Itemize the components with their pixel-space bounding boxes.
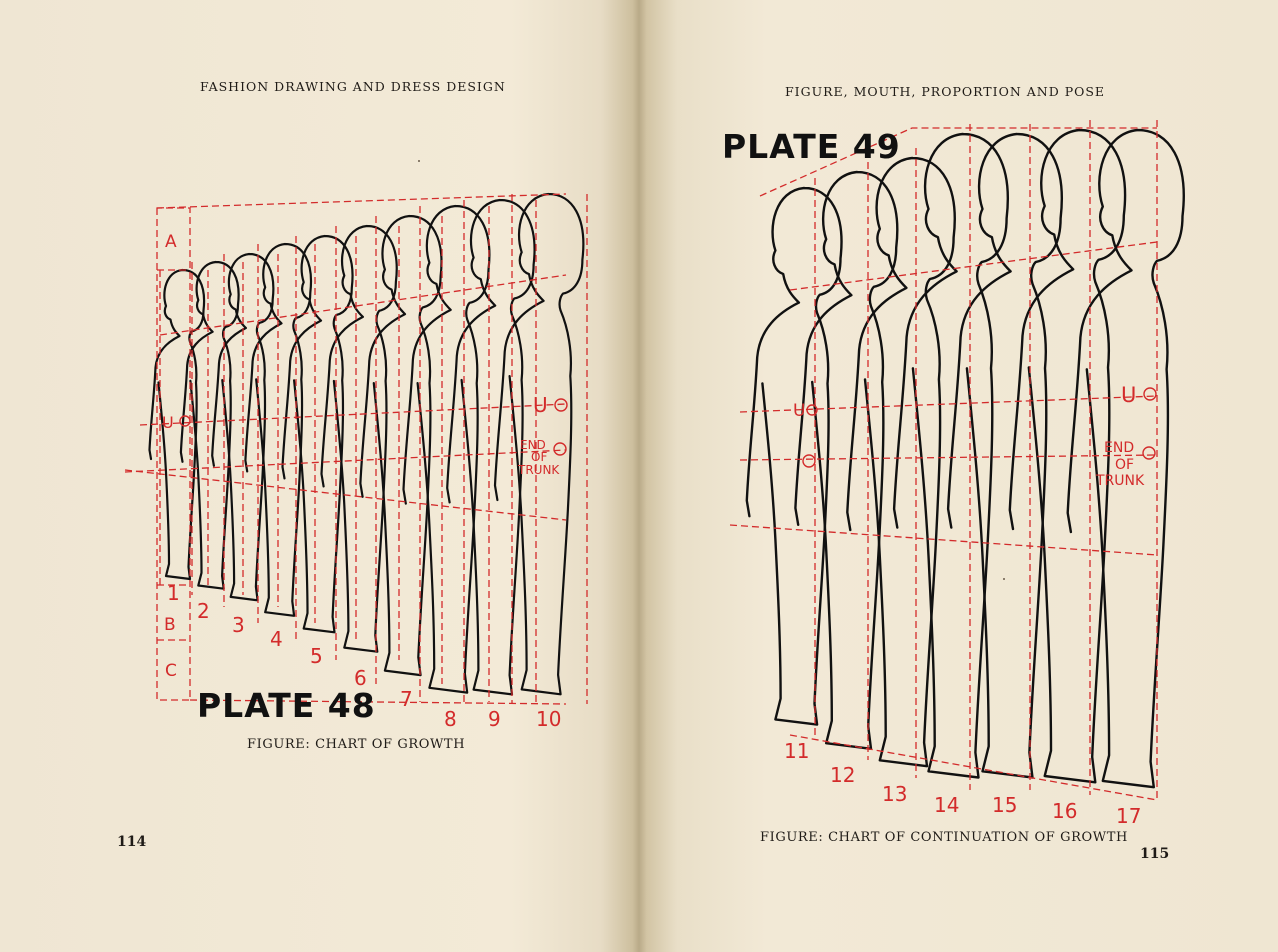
plate-49-guides <box>730 120 1157 800</box>
guide-chin <box>790 242 1157 290</box>
figure-number: 1 <box>167 581 180 605</box>
plate-49-figure-numbers <box>784 739 1141 828</box>
section-label-a: A <box>165 232 177 252</box>
figure-number: 14 <box>934 793 960 817</box>
end-of-trunk-line-3: TRUNK <box>518 463 560 477</box>
u-marker-right-dot <box>1144 388 1156 400</box>
u-marker-left: U <box>793 401 806 421</box>
section-label-b: B <box>164 615 176 635</box>
paper-speck <box>418 160 420 162</box>
paper-speck <box>1003 578 1005 580</box>
figure-number: 15 <box>992 793 1018 817</box>
end-marker-left-dot <box>803 455 815 467</box>
growth-figure-13 <box>847 158 954 766</box>
figure-number: 9 <box>488 707 501 731</box>
end-of-trunk-right-line-1: END <box>1104 440 1135 456</box>
section-label-c: C <box>165 661 177 681</box>
figure-number: 10 <box>536 707 562 731</box>
end-of-trunk-line-2: OF <box>531 450 548 464</box>
right-page-number: 115 <box>1140 846 1170 862</box>
figure-number: 16 <box>1052 799 1078 823</box>
figure-number: 12 <box>830 763 856 787</box>
end-of-trunk-right-line-2: OF <box>1115 457 1135 473</box>
u-marker-large: U <box>533 393 548 417</box>
guide-hand <box>730 525 1157 555</box>
left-caption: FIGURE: CHART OF GROWTH <box>247 737 466 752</box>
growth-figure-11 <box>747 188 842 725</box>
figure-number: 4 <box>270 627 283 651</box>
figure-number: 6 <box>354 666 367 690</box>
u-marker-small: U <box>162 413 174 432</box>
right-running-head: FIGURE, MOUTH, PROPORTION AND POSE <box>785 84 1106 99</box>
plate-49-title: PLATE 49 <box>722 127 901 166</box>
end-of-trunk-line-1: END <box>520 438 546 452</box>
figure-number: 17 <box>1116 804 1142 828</box>
figure-number: 11 <box>784 739 810 763</box>
plate-48-title: PLATE 48 <box>197 686 376 725</box>
growth-figure-12 <box>795 172 897 749</box>
figure-number: 8 <box>444 707 457 731</box>
figure-number: 3 <box>232 613 245 637</box>
left-page-number: 114 <box>117 834 147 850</box>
end-of-trunk-right-line-3: TRUNK <box>1096 473 1145 489</box>
figure-number: 7 <box>400 687 413 711</box>
right-caption: FIGURE: CHART OF CONTINUATION OF GROWTH <box>760 830 1128 845</box>
figure-number: 13 <box>882 782 908 806</box>
figure-number: 2 <box>197 599 210 623</box>
left-running-head: FASHION DRAWING AND DRESS DESIGN <box>200 79 506 94</box>
u-marker-right: U <box>1121 383 1137 407</box>
end-of-trunk-right-dot <box>1143 447 1155 459</box>
figure-number: 5 <box>310 644 323 668</box>
